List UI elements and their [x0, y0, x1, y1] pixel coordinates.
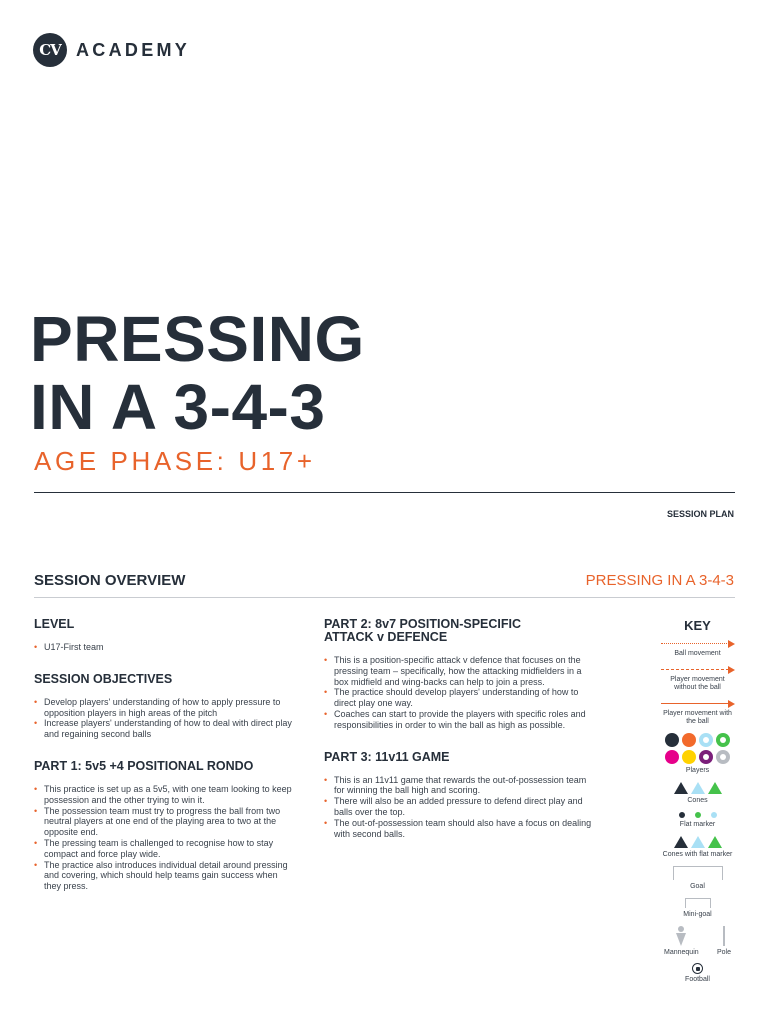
flat-marker-icon [711, 812, 717, 818]
logo [33, 33, 190, 67]
divider [34, 492, 735, 493]
cone-icon [674, 782, 688, 794]
part1-heading: PART 1: 5v5 +4 POSITIONAL RONDO [34, 758, 254, 773]
age-phase-subtitle: AGE PHASE: U17+ [34, 446, 316, 476]
key-ball-movement [660, 639, 735, 658]
key-cones-with-flat-marker [660, 836, 735, 859]
objectives-heading: SESSION OBJECTIVES [34, 671, 173, 686]
player-dots-row-1 [660, 733, 735, 747]
part2-heading-line-1: PART 2: 8v7 POSITION-SPECIFIC [324, 617, 522, 631]
key-label: Mini-goal [683, 911, 712, 918]
part2-heading [324, 618, 596, 644]
dashed-arrow-icon [661, 665, 735, 673]
goal-icon [673, 866, 723, 880]
key-flat-marker [660, 812, 735, 829]
key-goal [660, 866, 735, 891]
football-icon [692, 963, 703, 974]
cone-with-marker-icon [691, 836, 705, 848]
key-label: Football [685, 976, 710, 983]
key-mannequin-pole [660, 926, 735, 957]
left-column [34, 618, 296, 912]
solid-arrow-icon [661, 699, 735, 707]
player-icon [699, 750, 713, 764]
list-item: • Develop players' understanding of how to apply pressure to opposition players in high areas of the pitch [34, 697, 296, 719]
page-title [30, 305, 365, 441]
key-player-movement-with-ball [660, 699, 735, 726]
cone-with-marker-icon [674, 836, 688, 848]
list-item: • The out-of-possession team should also have a focus on dealing with second balls. [324, 818, 596, 840]
session-plan-label: SESSION PLAN [666, 509, 734, 519]
level-list [34, 642, 296, 653]
player-dots-row-2 [660, 750, 735, 764]
session-overview-topic: PRESSING IN A 3-4-3 [585, 572, 734, 589]
cone-with-marker-icon [708, 836, 722, 848]
flat-marker-icon [695, 812, 701, 818]
key-cones [660, 782, 735, 805]
key-football [660, 963, 735, 984]
flat-marker-icon [679, 812, 685, 818]
cone-icon [691, 782, 705, 794]
mini-goal-icon [685, 898, 711, 908]
mannequin-icon [675, 926, 687, 946]
objectives-list [34, 697, 296, 740]
player-icon [665, 750, 679, 764]
key-label: Mannequin [664, 949, 699, 956]
key-label: Cones with flat marker [662, 851, 733, 858]
key-player-movement-without-ball [660, 665, 735, 692]
list-item: • The practice should develop players' understanding of how to direct play one way. [324, 687, 596, 709]
list-item: • The practice also introduces individual detail around pressing and covering, which should help teams gain success when they press. [34, 860, 296, 892]
key-players [660, 733, 735, 775]
key-label: Pole [716, 949, 731, 956]
player-icon [699, 733, 713, 747]
key-label: Ball movement [674, 650, 721, 657]
key-label: Goal [690, 883, 705, 890]
pole-icon [723, 926, 725, 946]
list-item: • Increase players' understanding of how to deal with direct play and regaining second balls [34, 718, 296, 740]
level-heading: LEVEL [34, 617, 75, 631]
player-icon [716, 733, 730, 747]
part3-heading: PART 3: 11v11 GAME [324, 749, 450, 764]
key-label: Flat marker [679, 821, 716, 828]
player-icon [682, 750, 696, 764]
key-label: Cones [687, 797, 708, 804]
key-label: Player movement with the ball [663, 710, 732, 725]
part2-heading-line-2: ATTACK v DEFENCE [324, 630, 448, 644]
key-label: Player movement without the ball [670, 676, 725, 691]
logo-mark: CV [33, 33, 67, 67]
part3-list [324, 775, 596, 840]
key-legend [660, 618, 735, 991]
logo-text: ACADEMY [76, 39, 191, 60]
title-line-1: PRESSING [30, 303, 365, 375]
title-line-2: IN A 3-4-3 [30, 371, 326, 443]
key-title: KEY [684, 618, 711, 633]
ball-movement-arrow-icon [661, 639, 735, 647]
overview-divider [34, 597, 735, 598]
list-item: • U17-First team [34, 642, 296, 653]
session-overview-heading: SESSION OVERVIEW [34, 572, 186, 589]
part1-list [34, 784, 296, 892]
key-mini-goal [660, 898, 735, 919]
middle-column [324, 618, 596, 859]
key-label: Players [685, 767, 710, 774]
cone-icon [708, 782, 722, 794]
list-item: • This is an 11v11 game that rewards the out-of-possession team for winning the ball high and scoring. [324, 775, 596, 797]
list-item: • This is a position-specific attack v defence that focuses on the pressing team – specifically, how the attacking midfielders in a box midfield and wing-backs can help to join a press. [324, 655, 596, 687]
list-item: • The possession team must try to progress the ball from two neutral players at one end of the playing area to two at the opposite end. [34, 806, 296, 838]
part2-list [324, 655, 596, 731]
player-icon [682, 733, 696, 747]
list-item: • This practice is set up as a 5v5, with one team looking to keep possession and the other trying to win it. [34, 784, 296, 806]
list-item: • There will also be an added pressure to defend direct play and balls over the top. [324, 796, 596, 818]
player-icon [665, 733, 679, 747]
list-item: • The pressing team is challenged to recognise how to stay compact and force play wide. [34, 838, 296, 860]
player-icon [716, 750, 730, 764]
list-item: • Coaches can start to provide the players with specific roles and responsibilities in order to win the ball as high as possible. [324, 709, 596, 731]
